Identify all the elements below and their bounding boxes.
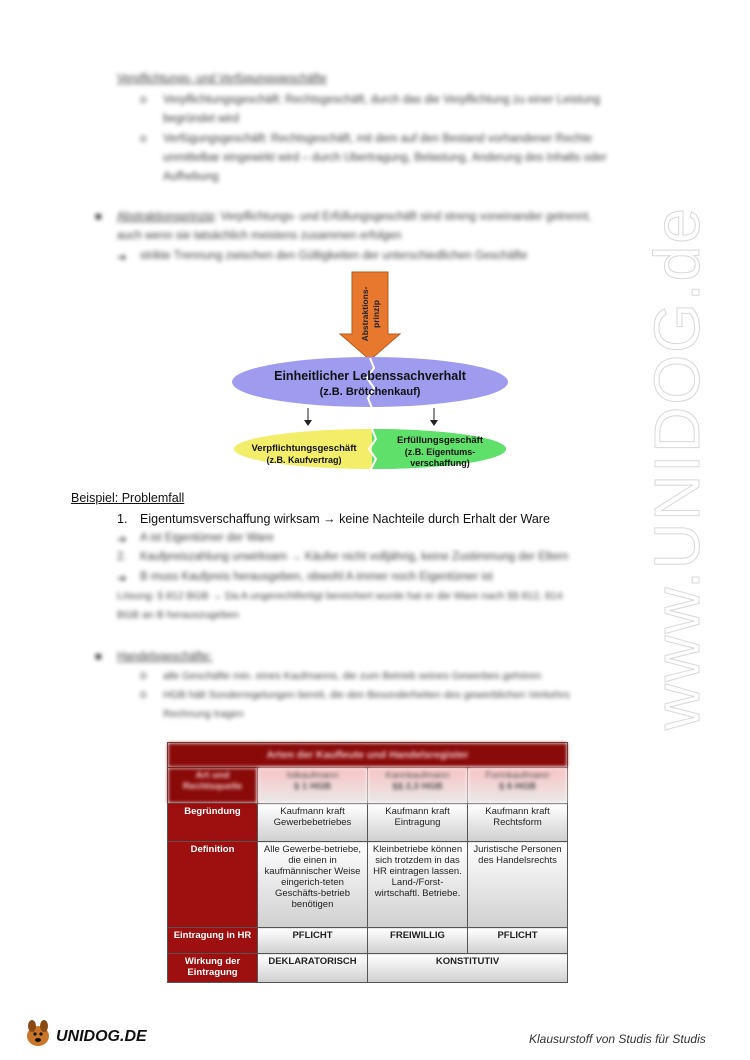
left-small-arrow: [304, 408, 312, 426]
text-verpflichtungsgeschaeft-cont: begründet wird: [163, 113, 240, 125]
list-number-2: 2.: [117, 551, 127, 563]
col-ref: § 1 HGB: [294, 780, 331, 792]
watermark: www.UNIDOG.de: [641, 206, 713, 730]
text-kaufpreiszahlung: Kaufpreiszahlung unwirksam → Käufer nicht volljährig, keine Zustimmung der Eltern: [140, 551, 569, 563]
right-label-1: Erfüllungsgeschäft: [396, 435, 484, 446]
kaufleute-table: [167, 742, 568, 983]
text-hg-definition: alle Geschäfte min. eines Kaufmanns, die zum Betrieb seines Gewerbes gehören: [163, 670, 542, 682]
table-cell: Kleinbetriebe können sich trotzdem in das HR eintragen lassen. Land-/Forst-wirtschaftl. Betriebe.: [368, 842, 468, 928]
table-cell: Kaufmann kraft Rechtsform: [468, 804, 568, 842]
right-label-2: (z.B. Eigentums-: [404, 447, 476, 457]
term-abstraktionsprinzip: Abstraktionsprinzip: [117, 211, 215, 223]
table-title: Arten der Kaufleute und Handelsregister: [168, 743, 568, 768]
table-col-2: [368, 768, 468, 804]
text-verfuegungsgeschaeft-cont: unmittelbar eingewirkt wird – durch Übertragung, Belastung, Änderung des Inhalts oder: [163, 152, 607, 164]
text-loesung: Lösung: § 812 BGB → Da A ungerechtfertigt bereichert wurde hat er die Ware nach §§ 812, 814: [117, 590, 563, 602]
text-abstraktionsprinzip: [117, 211, 591, 223]
row-label-wirkung: Wirkung der Eintragung: [168, 954, 258, 983]
table-cell: FREIWILLIG: [368, 928, 468, 954]
table-cell: DEKLARATORISCH: [258, 954, 368, 983]
text-abstraktionsprinzip-cont: auch wenn sie tatsächlich meistens zusammen erfolgen: [117, 230, 402, 242]
text-loesung-cont: BGB an B herauszugeben: [117, 609, 240, 621]
heading-handelsgeschaefte: Handelsgeschäfte:: [117, 651, 213, 663]
center-label-2: (z.B. Brötchenkauf): [319, 386, 421, 398]
right-small-arrow: [430, 408, 438, 426]
bullet-square: ■: [95, 211, 102, 223]
bullet-square: ■: [95, 651, 102, 663]
col-name: Kannkaufmann: [385, 770, 450, 782]
table-cell: PFLICHT: [468, 928, 568, 954]
example-item-number: 1.: [117, 512, 128, 526]
bullet-circle: o: [140, 94, 147, 106]
abstraktionsprinzip-diagram: [228, 268, 518, 478]
arrow-right-icon: ➔: [117, 534, 127, 546]
row-label-definition: Definition: [168, 842, 258, 928]
right-label-3: verschaffung): [410, 458, 470, 468]
arrow-label-2: prinzip: [371, 300, 381, 328]
left-label-1: Verpflichtungsgeschäft: [251, 443, 357, 454]
arrow-right-icon: ➔: [117, 252, 127, 264]
text-verfuegungsgeschaeft-cont2: Aufhebung: [163, 171, 219, 183]
bullet-circle: o: [140, 689, 147, 701]
table-cell: Juristische Personen des Handelsrechts: [468, 842, 568, 928]
arrow-label-1: Abstraktions-: [360, 286, 370, 342]
table-head-label: Art und Rechtsquelle: [168, 768, 258, 804]
col-name: Istkaufmann: [286, 770, 339, 782]
text-b-muss: B muss Kaufpreis herausgeben, obwohl A immer noch Eigentümer ist: [140, 571, 493, 583]
unidog-logo: [22, 1016, 152, 1050]
table-cell: PFLICHT: [258, 928, 368, 954]
table-cell: Kaufmann kraft Eintragung: [368, 804, 468, 842]
example-item-text: Eigentumsverschaffung wirksam → keine Nachteile durch Erhalt der Ware: [140, 512, 550, 526]
example-heading: Beispiel: Problemfall: [71, 491, 185, 505]
logo-text: UNIDOG.DE: [56, 1028, 147, 1045]
footer-text: Klausurstoff von Studis für Studis: [529, 1032, 706, 1046]
text-hgb-sonderregeln: HGB hält Sonderregelungen bereit, die den Besonderheiten des gewerblichen Verkehrs: [163, 689, 570, 701]
center-label-1: Einheitlicher Lebenssachverhalt: [274, 369, 466, 383]
table-cell: Alle Gewerbe-betriebe, die einen in kaufmännischer Weise eingerich-teten Geschäfts-betrieb benötigen: [258, 842, 368, 928]
text-verpflichtungsgeschaeft: Verpflichtungsgeschäft: Rechtsgeschäft, durch das die Verpflichtung zu einer Leistung: [163, 94, 601, 106]
table-cell: KONSTITUTIV: [368, 954, 568, 983]
text-hgb-sonderregeln-cont: Rechnung tragen: [163, 708, 244, 720]
text-verfuegungsgeschaeft: Verfügungsgeschäft: Rechtsgeschäft, mit dem auf den Bestand vorhandener Rechte: [163, 133, 592, 145]
col-name: Formkaufmann: [485, 770, 550, 782]
row-label-eintragung: Eintragung in HR: [168, 928, 258, 954]
bullet-circle: o: [140, 133, 147, 145]
col-ref: §§ 2,3 HGB: [392, 780, 443, 792]
table-col-3: [468, 768, 568, 804]
left-label-2: (z.B. Kaufvertrag): [266, 455, 342, 465]
table-cell: Kaufmann kraft Gewerbebetriebes: [258, 804, 368, 842]
orange-down-arrow: [340, 272, 400, 360]
heading-verpflichtungs-verfuegung: Verpflichtungs- und Verfügungsgeschäfte: [117, 73, 327, 85]
table-col-1: [258, 768, 368, 804]
col-ref: § 6 HGB: [499, 780, 536, 792]
bullet-circle: o: [140, 670, 147, 682]
abstraktionsprinzip-definition: : Verpflichtungs- und Erfüllungsgeschäft sind streng voneinander getrennt,: [214, 211, 592, 223]
text-a-eigentuemer: A ist Eigentümer der Ware: [140, 532, 274, 544]
text-strikte-trennung: strikte Trennung zwischen den Gültigkeiten der unterschiedlichen Geschäfte: [140, 250, 528, 262]
row-label-begruendung: Begründung: [168, 804, 258, 842]
arrow-right-icon: ➔: [117, 573, 127, 585]
dog-icon: [27, 1020, 49, 1046]
